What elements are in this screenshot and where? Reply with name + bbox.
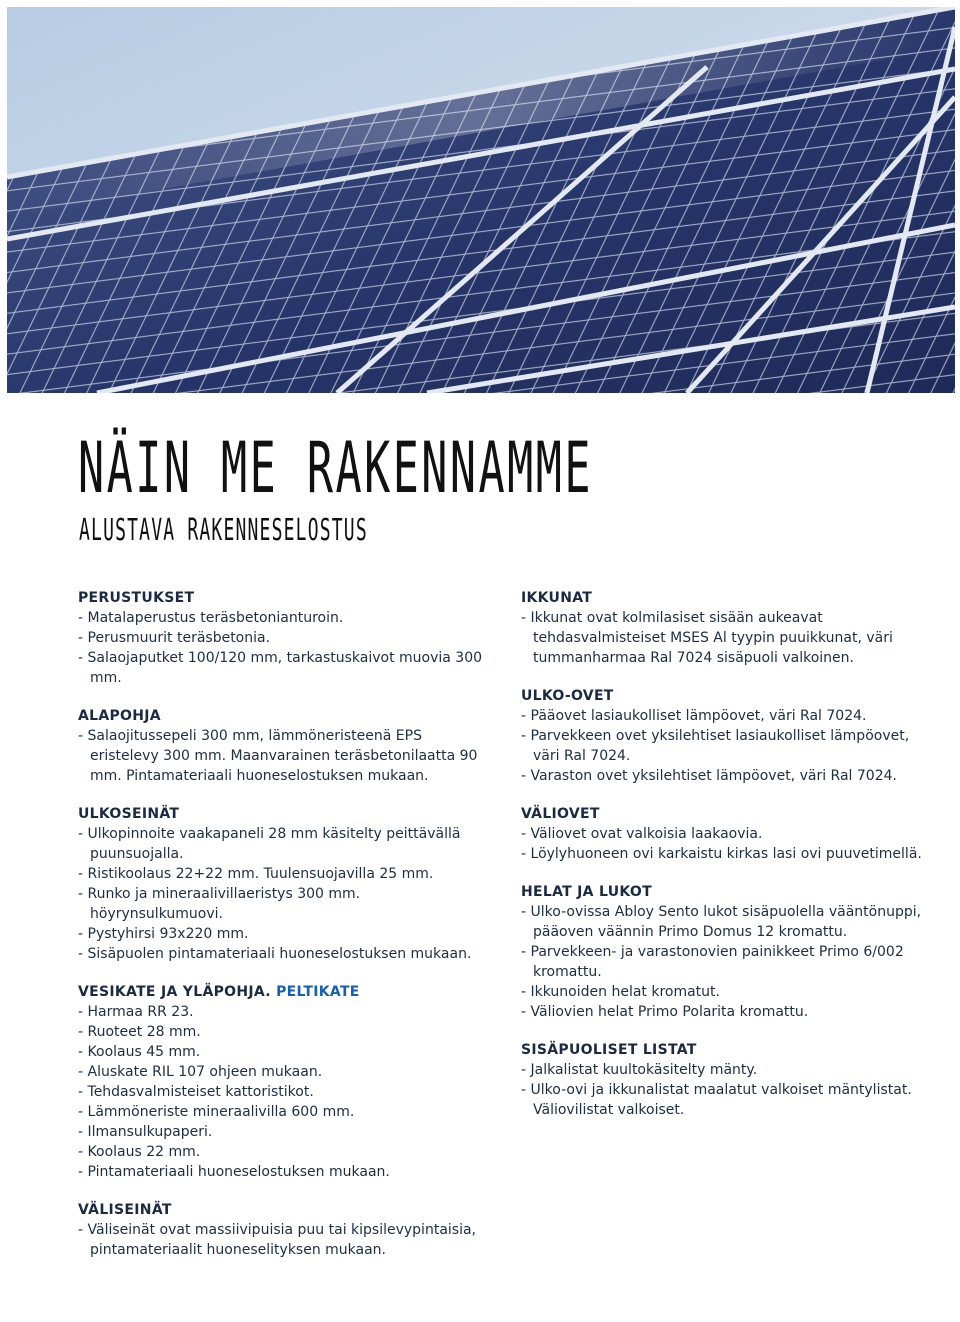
- spec-list: [521, 1060, 931, 1120]
- spec-section: [78, 1200, 488, 1260]
- spec-item: - Sisäpuolen pintamateriaali huoneselostuksen mukaan.: [78, 944, 488, 964]
- spec-item: - Pääovet lasiaukolliset lämpöovet, väri Ral 7024.: [521, 706, 931, 726]
- section-heading: [78, 982, 488, 1002]
- section-title: VÄLIOVET: [521, 806, 600, 822]
- spec-item: - Koolaus 22 mm.: [78, 1142, 488, 1162]
- section-title: SISÄPUOLISET LISTAT: [521, 1042, 697, 1058]
- section-heading: [521, 1040, 931, 1060]
- section-heading: [78, 706, 488, 726]
- spec-item: - Ristikoolaus 22+22 mm. Tuulensuojavilla 25 mm.: [78, 864, 488, 884]
- spec-list: [78, 726, 488, 786]
- section-title: VÄLISEINÄT: [78, 1202, 172, 1218]
- spec-item: - Pystyhirsi 93x220 mm.: [78, 924, 488, 944]
- spec-item: - Ikkunat ovat kolmilasiset sisään aukeavat tehdasvalmisteiset MSES Al tyypin puuikkunat, väri tummanharmaa Ral 7024 sisäpuoli valkoinen.: [521, 608, 931, 668]
- section-heading: [521, 882, 931, 902]
- spec-item: - Väliovet ovat valkoisia laakaovia.: [521, 824, 931, 844]
- spec-item: - Aluskate RIL 107 ohjeen mukaan.: [78, 1062, 488, 1082]
- spec-item: - Koolaus 45 mm.: [78, 1042, 488, 1062]
- spec-item: - Varaston ovet yksilehtiset lämpöovet, väri Ral 7024.: [521, 766, 931, 786]
- spec-item: - Perusmuurit teräsbetonia.: [78, 628, 488, 648]
- section-heading: [78, 588, 488, 608]
- section-title: PERUSTUKSET: [78, 590, 195, 606]
- spec-section: [521, 588, 931, 668]
- spec-list: [521, 608, 931, 668]
- spec-item: - Parvekkeen- ja varastonovien painikkeet Primo 6/002 kromattu.: [521, 942, 931, 982]
- spec-list: [521, 824, 931, 864]
- spec-item: - Ruoteet 28 mm.: [78, 1022, 488, 1042]
- spec-list: [78, 608, 488, 688]
- section-title-accent: PELTIKATE: [270, 984, 360, 1000]
- page-title: NÄIN ME RAKENNAMME: [78, 427, 593, 509]
- spec-list: [521, 902, 931, 1022]
- spec-section: [521, 882, 931, 1022]
- section-heading: [521, 588, 931, 608]
- section-title: ULKOSEINÄT: [78, 806, 180, 822]
- spec-item: - Harmaa RR 23.: [78, 1002, 488, 1022]
- spec-item: - Parvekkeen ovet yksilehtiset lasiaukolliset lämpöovet, väri Ral 7024.: [521, 726, 931, 766]
- spec-item: - Väliseinät ovat massiivipuisia puu tai kipsilevypintaisia, pintamateriaalit huoneselityksen mukaan.: [78, 1220, 488, 1260]
- section-heading: [521, 804, 931, 824]
- spec-item: - Jalkalistat kuultokäsitelty mänty.: [521, 1060, 931, 1080]
- section-heading: [78, 1200, 488, 1220]
- section-heading: [521, 686, 931, 706]
- spec-item: - Löylyhuoneen ovi karkaistu kirkas lasi ovi puuvetimellä.: [521, 844, 931, 864]
- spec-item: - Salaojaputket 100/120 mm, tarkastuskaivot muovia 300 mm.: [78, 648, 488, 688]
- spec-item: - Tehdasvalmisteiset kattoristikot.: [78, 1082, 488, 1102]
- spec-item: - Lämmöneriste mineraalivilla 600 mm.: [78, 1102, 488, 1122]
- section-title: ALAPOHJA: [78, 708, 161, 724]
- right-column: [521, 588, 931, 1138]
- spec-item: - Matalaperustus teräsbetonianturoin.: [78, 608, 488, 628]
- spec-section: [521, 686, 931, 786]
- spec-list: [78, 1220, 488, 1260]
- spec-section: [78, 982, 488, 1182]
- spec-item: - Pintamateriaali huoneselostuksen mukaan.: [78, 1162, 488, 1182]
- spec-item: - Ilmansulkupaperi.: [78, 1122, 488, 1142]
- spec-item: - Väliovien helat Primo Polarita kromattu.: [521, 1002, 931, 1022]
- spec-section: [78, 706, 488, 786]
- spec-section: [78, 588, 488, 688]
- spec-section: [521, 804, 931, 864]
- section-title: IKKUNAT: [521, 590, 593, 606]
- spec-item: - Runko ja mineraalivillaeristys 300 mm. höyrynsulkumuovi.: [78, 884, 488, 924]
- section-title: VESIKATE JA YLÄPOHJA.: [78, 984, 271, 1000]
- page-subtitle: ALUSTAVA RAKENNESELOSTUS: [79, 513, 368, 548]
- section-title: ULKO-OVET: [521, 688, 614, 704]
- spec-section: [521, 1040, 931, 1120]
- spec-item: - Ikkunoiden helat kromatut.: [521, 982, 931, 1002]
- section-title: HELAT JA LUKOT: [521, 884, 652, 900]
- spec-item: - Ulko-ovissa Abloy Sento lukot sisäpuolella vääntönuppi, pääoven väännin Primo Domus 12 kromattu.: [521, 902, 931, 942]
- spec-section: [78, 804, 488, 964]
- spec-list: [78, 824, 488, 964]
- spec-item: - Ulko-ovi ja ikkunalistat maalatut valkoiset mäntylistat. Väliovilistat valkoiset.: [521, 1080, 931, 1120]
- spec-item: - Ulkopinnoite vaakapaneli 28 mm käsitelty peittävällä puunsuojalla.: [78, 824, 488, 864]
- spec-list: [521, 706, 931, 786]
- spec-item: - Salaojitussepeli 300 mm, lämmöneristeenä EPS eristelevy 300 mm. Maanvarainen teräsbetonilaatta 90 mm. Pintamateriaali huoneselostuksen mukaan.: [78, 726, 488, 786]
- hero-solar-panel-image: [7, 7, 955, 393]
- section-heading: [78, 804, 488, 824]
- spec-list: [78, 1002, 488, 1182]
- left-column: [78, 588, 488, 1278]
